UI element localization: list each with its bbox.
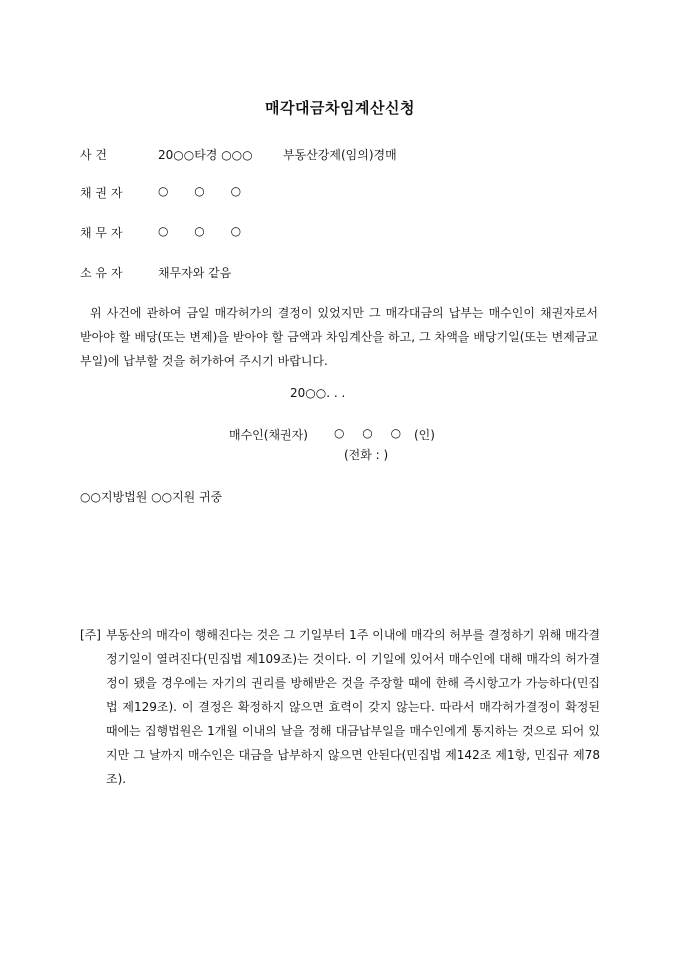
request-body: 위 사건에 관하여 금일 매각허가의 결정이 있었지만 그 매각대금의 납부는 매수인이 채권자로서 받아야 할 배당(또는 변제)을 받아야 할 금액과 차임계산을 하고, 그 차액을 배당기일(또는 변제금교부일)에 납부할 것을 허가하여 주시기 바랍니다.: [80, 306, 598, 368]
case-number: 20○○타경 ○○○: [158, 148, 253, 162]
debtor-name: ○ ○ ○: [158, 224, 242, 238]
signer-name: ○ ○ ○: [334, 426, 402, 440]
footnote-text: 부동산의 매각이 행해진다는 것은 그 기일부터 1주 이내에 매각의 허부를 결정하기 위해 매각결정기일이 열려진다(민집법 제109조)는 것이다. 이 기일에 있어서 매수인에 대해 매각의 허가결정이 됐을 경우에는 자기의 권리를 방해받은 것을 주장할 때에 한해 즉시항고가 가능하다(민집법 제129조). 이 결정은 확정하지 않으면 효력이 갖지 않는다. 따라서 매각허가결정이 확정된 때에는 집행법원은 1개월 이내의 날을 정해 대금납부일을 매수인에게 통지하는 것으로 되어 있지만 그 날까지 매수인은 대금을 납부하지 않으면 안된다(민집법 제142조 제1항, 민집규 제78조).: [106, 628, 600, 786]
date: 20○○. . .: [290, 386, 346, 400]
addressee: ○○지방법원 ○○지원 귀중: [80, 490, 223, 504]
signer-seal: (인): [414, 428, 435, 442]
creditor-name: ○ ○ ○: [158, 184, 242, 198]
case-label: 사 건: [80, 148, 107, 162]
owner-label: 소 유 자: [80, 266, 123, 280]
signer-role: 매수인(채권자): [229, 428, 308, 442]
creditor-label: 채 권 자: [80, 186, 123, 200]
case-type: 부동산강제(임의)경매: [283, 148, 397, 162]
footnote-marker: [주]: [80, 628, 101, 642]
signer-phone: (전화 : ): [344, 448, 389, 462]
owner-value: 채무자와 같음: [158, 266, 232, 280]
debtor-label: 채 무 자: [80, 226, 123, 240]
document-title: 매각대금차임계산신청: [265, 99, 415, 117]
